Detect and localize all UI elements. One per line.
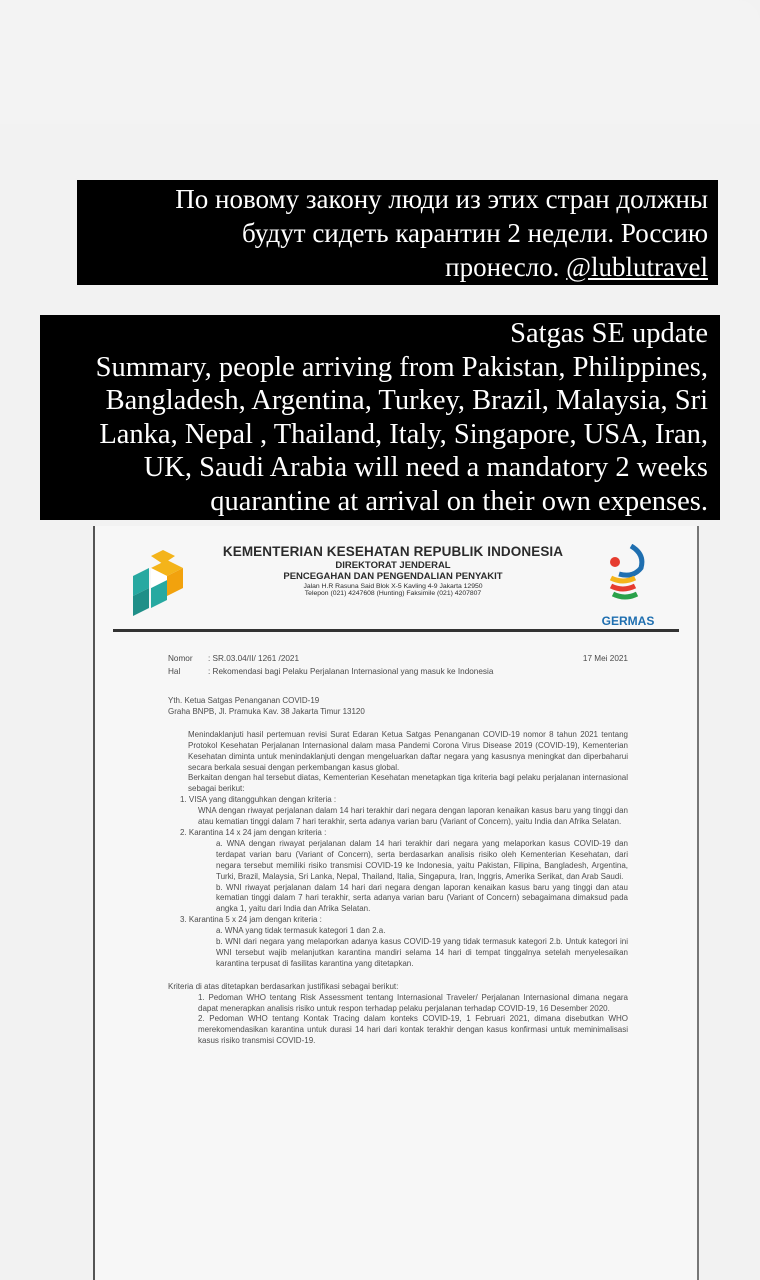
hal-value: : Rekomendasi bagi Pelaku Perjalanan Internasional yang masuk ke Indonesia [208, 667, 494, 676]
caption-ru-text: пронесло. [445, 252, 567, 282]
caption-en-line-2: Summary, people arriving from Pakistan, Philippines, [95, 351, 708, 383]
criteria-2a-text: a. WNA dengan riwayat perjalanan dalam 14 hari terakhir dari negara yang melaporkan kasus COVID-19 dan terdapat varian baru (Variant of Concern), serta berdasarkan analisis risiko oleh Kementerian Kesehatan, dari negara tersebut memiliki risiko transmisi COVID-19 ke Indonesia, yaitu Pakistan, Filipina, Bangladesh, Argentina, Turki, Brazil, Malaysia, Sri Lanka, Nepal, Thailand, Italia, Singapura, Iran, Inggris, Amerika Serikat, dan Arab Saudi. [216, 838, 628, 881]
mention-link[interactable]: @lublutravel [566, 252, 708, 282]
paragraph-1: Menindaklanjuti hasil pertemuan revisi Surat Edaran Ketua Satgas Penanganan COVID-19 nomor 8 tahun 2021 tentang Protokol Kesehatan Perjalanan Internasional dalam masa Pandemi Corona Virus Disease 2019 (COVID-19), Kementerian Kesehatan diminta untuk menindaklanjuti dengan mengeluarkan daftar negara yang kasusnya meningkat dan diperbaharui secara berkala sesuai dengan perkembangan kasus global. [188, 729, 628, 772]
caption-ru-line-2: будут сидеть карантин 2 недели. Россию [242, 218, 708, 248]
ministry-phone: Telepon (021) 4247608 (Hunting) Faksimile (021) 4207807 [304, 590, 482, 597]
document-edge-left [93, 526, 95, 1280]
caption-ru-line-1: По новому закону люди из этих стран должны [175, 184, 708, 214]
ministry-name: KEMENTERIAN KESEHATAN REPUBLIK INDONESIA [222, 544, 564, 559]
justification-intro: Kriteria di atas ditetapkan berdasarkan justifikasi sebagai berikut: [168, 981, 399, 991]
caption-en-line-6: quarantine at arrival on their own expenses. [210, 485, 708, 517]
criteria-1-title: 1. VISA yang ditangguhkan dengan kriteria : [180, 795, 337, 805]
criteria-2b-text: b. WNI riwayat perjalanan dalam 14 hari dari negara dengan laporan kenaikan kasus baru yang tinggi dan atau kematian tinggi dalam 7 hari terakhir, serta adanya varian baru (Variant of Concern) sebagaimana dimaksud pada angka 1, yaitu dari India dan Afrika Selatan. [216, 882, 628, 914]
ministry-logo-icon [123, 546, 189, 620]
criteria-2-title: 2. Karantina 14 x 24 jam dengan kriteria : [180, 827, 327, 837]
nomor-value: : SR.03.04/II/ 1261 /2021 [208, 654, 300, 663]
caption-ru-line-3 [85, 250, 708, 284]
letterhead [193, 544, 593, 597]
recipient-line-2: Graha BNPB, Jl. Pramuka Kav. 38 Jakarta Timur 13120 [168, 706, 365, 716]
recipient-line-1: Yth. Ketua Satgas Penanganan COVID-19 [168, 696, 320, 705]
caption-russian [77, 180, 718, 285]
criteria-1-text: WNA dengan riwayat perjalanan dalam 14 hari terakhir dari negara dengan laporan kenaikan kasus baru yang tinggi dan atau kematian tinggi dalam 7 hari terakhir, serta adanya varian baru (Variant of Concern), yaitu India dan Afrika Selatan. [198, 806, 628, 827]
letterhead-divider [113, 629, 679, 632]
caption-english [40, 315, 720, 520]
story-top-area [0, 0, 760, 124]
caption-en-line-4: Lanka, Nepal , Thailand, Italy, Singapore, USA, Iran, [99, 418, 708, 450]
germas-label: GERMAS [601, 614, 655, 628]
germas-logo [593, 544, 663, 628]
caption-en-line-3: Bangladesh, Argentina, Turkey, Brazil, Malaysia, Sri [105, 385, 708, 416]
criteria-3b-text: b. WNI dari negara yang melaporkan adanya kasus COVID-19 yang tidak termasuk kategori 2.b. Untuk kategori ini WNI tersebut wajib melanjutkan karantina mandiri selama 14 hari di tempat tinggalnya setelah menyelesaikan karantina terpusat di fasilitas karantina yang ditetapkan. [216, 937, 628, 968]
criteria-3-title: 3. Karantina 5 x 24 jam dengan kriteria : [180, 915, 322, 925]
document-photo [93, 526, 699, 1280]
letter-meta [168, 652, 628, 678]
caption-en-line-1: Satgas SE update [510, 318, 708, 349]
caption-en-line-5: UK, Saudi Arabia will need a mandatory 2 weeks [143, 452, 708, 483]
letter-body [168, 696, 628, 1047]
criteria-3a-text: a. WNA yang tidak termasuk kategori 1 dan 2.a. [216, 926, 386, 936]
justification-2: 2. Pedoman WHO tentang Kontak Tracing dalam konteks COVID-19, 1 Februari 2021, dimana disebutkan WHO merekomendasikan karantina untuk durasi 14 hari dari kontak terakhir dengan kasus konfirmasi untuk meminimalisasi kasus risiko transmisi COVID-19. [198, 1014, 628, 1046]
directorate-name: DIREKTORAT JENDERAL [335, 560, 451, 571]
justification-1: 1. Pedoman WHO tentang Risk Assessment tentang Internasional Traveler/ Perjalanan Internasional dimana negara dapat menerapkan analisis risiko untuk respon terhadap pelaku perjalanan terhadap COVID-19, 16 Desember 2020. [198, 992, 628, 1013]
germas-figure-icon [601, 544, 655, 610]
document-edge-right [697, 526, 699, 1280]
ministry-address: Jalan H.R Rasuna Said Blok X-5 Kavling 4-9 Jakarta 12950 [303, 583, 483, 590]
nomor-label: Nomor [168, 654, 193, 663]
hal-label: Hal [168, 667, 181, 676]
division-name: PENCEGAHAN DAN PENGENDALIAN PENYAKIT [283, 571, 503, 582]
letter-date: 17 Mei 2021 [582, 654, 628, 663]
paragraph-2: Berkaitan dengan hal tersebut diatas, Kementerian Kesehatan menetapkan tiga kriteria bagi pelaku perjalanan internasional sebagai berikut: [188, 773, 628, 794]
